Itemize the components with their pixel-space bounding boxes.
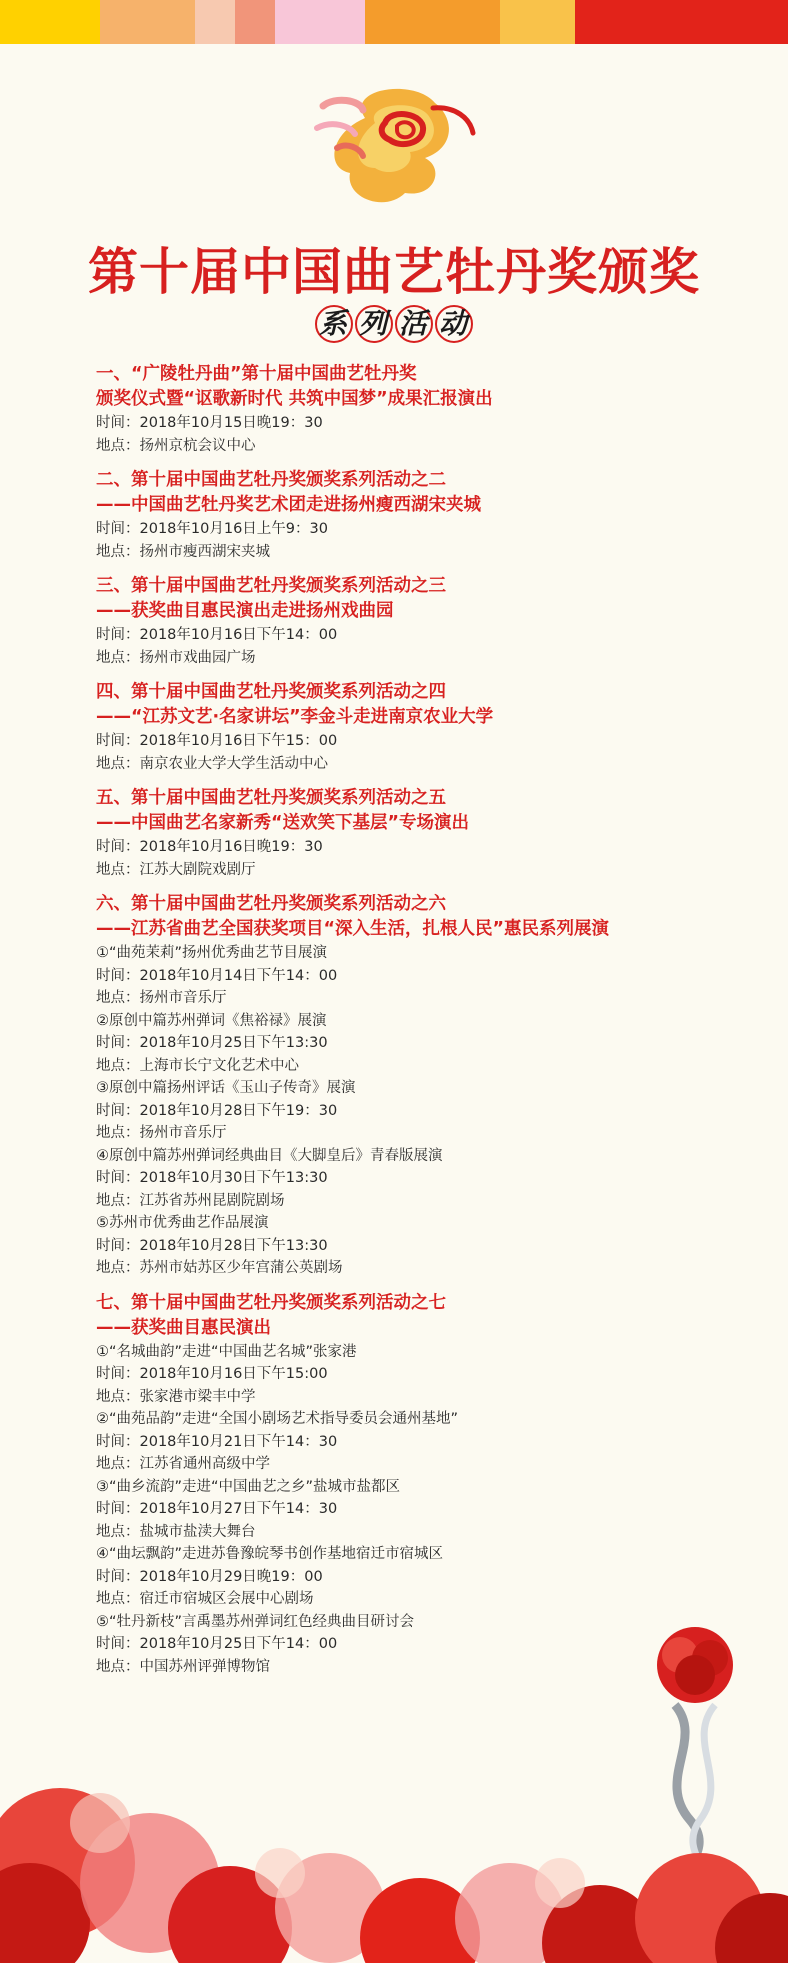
event-detail: ①“名城曲韵”走进“中国曲艺名城”张家港	[96, 1343, 357, 1360]
event-detail: 地点：上海市长宁文化艺术中心	[96, 1057, 299, 1074]
event-detail: 地点：扬州市戏曲园广场	[96, 649, 256, 666]
event-detail: 地点：张家港市梁丰中学	[96, 1388, 256, 1405]
subtitle-char: 动	[435, 305, 473, 343]
event-heading: ——获奖曲目惠民演出走进扬州戏曲园	[96, 601, 394, 621]
event-heading: 一、“广陵牡丹曲”第十届中国曲艺牡丹奖	[96, 364, 417, 384]
event-detail: 时间：2018年10月16日下午15:00	[96, 1366, 328, 1382]
event-detail: ④原创中篇苏州弹词经典曲目《大脚皇后》青春版展演	[96, 1147, 443, 1164]
event-detail: 时间：2018年10月16日晚19：30	[96, 839, 323, 855]
event-detail: 时间：2018年10月29日晚19：00	[96, 1568, 323, 1585]
event-detail: 地点：江苏省通州高级中学	[96, 1456, 270, 1472]
event-heading: ——获奖曲目惠民演出	[96, 1317, 271, 1338]
event-detail: 时间：2018年10月14日下午14：00	[96, 967, 338, 984]
event-detail: 时间：2018年10月25日下午14：00	[96, 1636, 338, 1652]
event-detail: 地点：扬州京杭会议中心	[96, 437, 256, 454]
stripe-peach	[195, 0, 235, 44]
stripe-salmon	[235, 0, 275, 44]
event-heading: ——江苏省曲艺全国获奖项目“深入生活，扎根人民”惠民系列展演	[96, 919, 610, 939]
peony-logo-icon	[305, 78, 485, 216]
event-detail: 地点：盐城市盐渎大舞台	[96, 1523, 256, 1540]
event-detail: ①“曲苑茉莉”扬州优秀曲艺节目展演	[96, 945, 328, 961]
event-detail: ⑤苏州市优秀曲艺作品展演	[96, 1215, 269, 1231]
event-item	[96, 892, 736, 1280]
subtitle-series-activities	[0, 305, 788, 343]
event-heading: ——中国曲艺名家新秀“送欢笑下基层”专场演出	[96, 813, 470, 833]
event-detail: 时间：2018年10月16日下午15：00	[96, 733, 338, 749]
stripe-pink	[275, 0, 365, 44]
event-detail: 地点：中国苏州评弹博物馆	[96, 1658, 270, 1675]
stripe-gold	[500, 0, 575, 44]
event-heading: 七、第十届中国曲艺牡丹奖颁奖系列活动之七	[96, 1292, 446, 1313]
event-detail: 地点：扬州市瘦西湖宋夹城	[96, 543, 270, 560]
event-detail: ③“曲乡流韵”走进“中国曲艺之乡”盐城市盐都区	[96, 1478, 401, 1495]
event-heading: 颁奖仪式暨“讴歌新时代 共筑中国梦”成果汇报演出	[96, 389, 493, 409]
event-detail: 时间：2018年10月28日下午13:30	[96, 1237, 328, 1254]
event-detail: 时间：2018年10月21日下午14：30	[96, 1433, 338, 1450]
event-item	[96, 468, 736, 563]
event-item	[96, 574, 736, 669]
event-heading: 四、第十届中国曲艺牡丹奖颁奖系列活动之四	[96, 682, 446, 702]
event-detail: 时间：2018年10月16日上午9：30	[96, 521, 328, 537]
event-detail: 时间：2018年10月25日下午13:30	[96, 1035, 328, 1051]
event-heading: 六、第十届中国曲艺牡丹奖颁奖系列活动之六	[96, 894, 446, 914]
event-detail: 地点：江苏省苏州昆剧院剧场	[96, 1192, 285, 1209]
subtitle-char: 系	[315, 305, 353, 343]
event-list	[96, 362, 736, 1689]
event-detail: 地点：江苏大剧院戏剧厅	[96, 861, 256, 878]
event-detail: 时间：2018年10月28日下午19：30	[96, 1102, 338, 1119]
event-item	[96, 786, 736, 881]
event-item	[96, 362, 736, 457]
event-heading: ——中国曲艺牡丹奖艺术团走进扬州瘦西湖宋夹城	[96, 495, 481, 515]
event-detail: 时间：2018年10月15日晚19：30	[96, 415, 323, 431]
event-heading: 五、第十届中国曲艺牡丹奖颁奖系列活动之五	[96, 788, 446, 808]
page-title: 第十届中国曲艺牡丹奖颁奖	[88, 243, 700, 301]
event-detail: ②原创中篇苏州弹词《焦裕禄》展演	[96, 1012, 327, 1029]
stripe-amber	[365, 0, 500, 44]
event-detail: ⑤“牡丹新枝”言禹墨苏州弹词红色经典曲目研讨会	[96, 1613, 415, 1630]
event-detail: ④“曲坛飘韵”走进苏鲁豫皖琴书创作基地宿迁市宿城区	[96, 1546, 444, 1562]
event-detail: ②“曲苑品韵”走进“全国小剧场艺术指导委员会通州基地”	[96, 1411, 459, 1427]
event-detail: 时间：2018年10月27日下午14：30	[96, 1501, 338, 1517]
stripe-orange	[100, 0, 195, 44]
event-heading: 三、第十届中国曲艺牡丹奖颁奖系列活动之三	[96, 576, 446, 596]
subtitle-char: 列	[355, 305, 393, 343]
subtitle-char: 活	[395, 305, 433, 343]
event-heading: 二、第十届中国曲艺牡丹奖颁奖系列活动之二	[96, 470, 446, 490]
event-detail: ③原创中篇扬州评话《玉山子传奇》展演	[96, 1080, 356, 1096]
peony-flowers-decoration-icon	[0, 1713, 788, 1963]
event-detail: 地点：扬州市音乐厅	[96, 1125, 227, 1141]
event-detail: 时间：2018年10月30日下午13:30	[96, 1170, 328, 1186]
event-detail: 时间：2018年10月16日下午14：00	[96, 627, 338, 643]
event-item	[96, 680, 736, 775]
event-detail: 地点：宿迁市宿城区会展中心剧场	[96, 1591, 314, 1607]
event-heading: ——“江苏文艺·名家讲坛”李金斗走进南京农业大学	[96, 707, 494, 727]
event-detail: 地点：扬州市音乐厅	[96, 990, 227, 1006]
color-stripe-bar	[0, 0, 788, 44]
stripe-yellow	[0, 0, 100, 44]
event-detail: 地点：南京农业大学大学生活动中心	[96, 755, 328, 772]
event-detail: 地点：苏州市姑苏区少年宫蒲公英剧场	[96, 1260, 343, 1276]
stripe-red	[575, 0, 788, 44]
